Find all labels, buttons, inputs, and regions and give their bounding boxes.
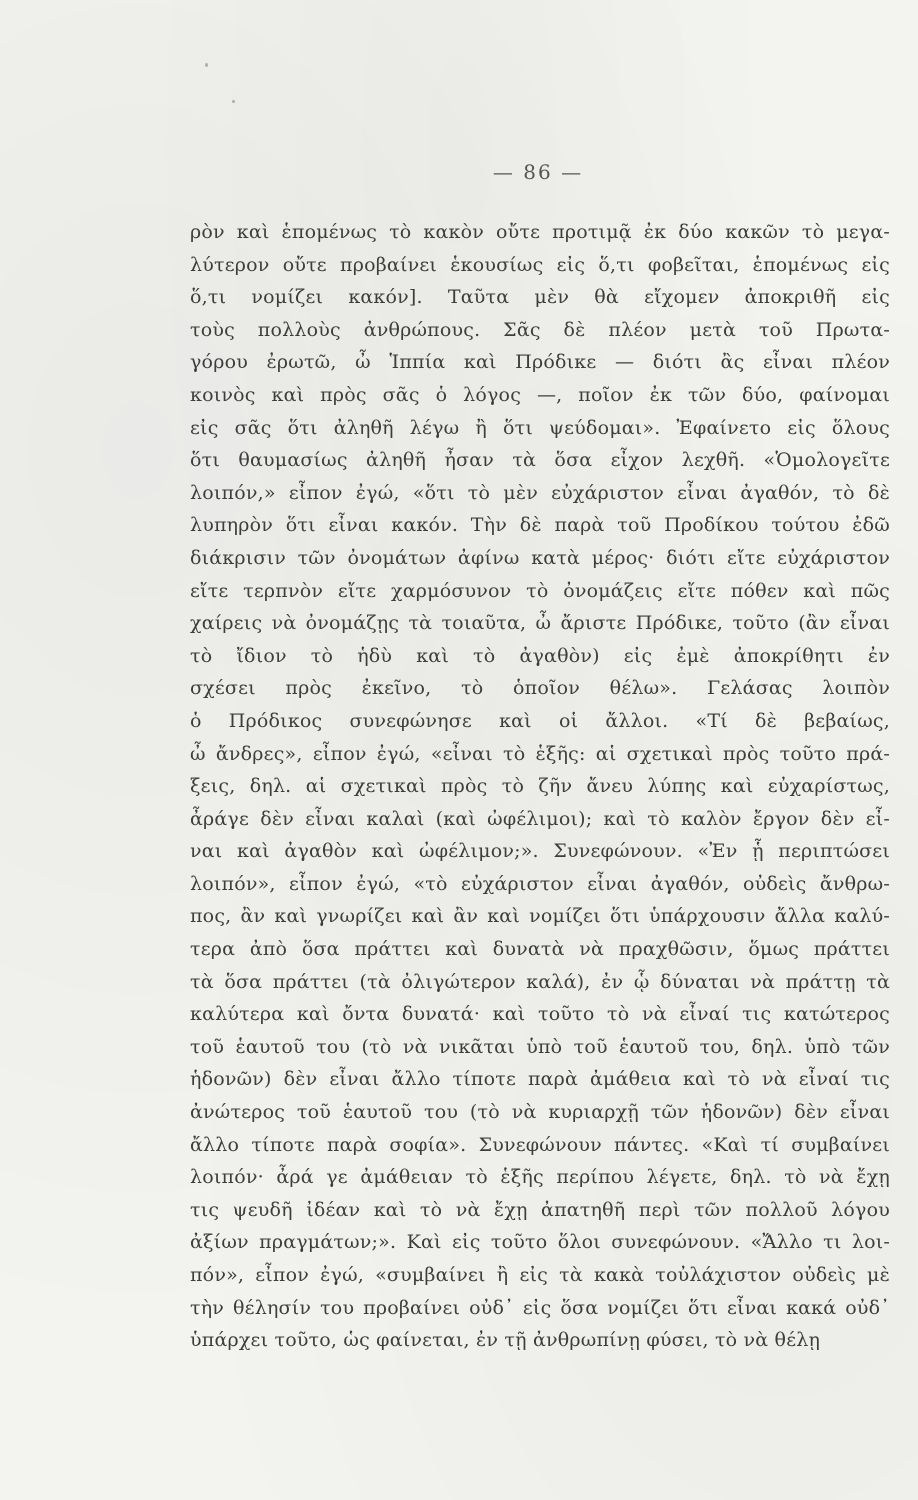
text-line: λύτερον οὔτε προβαίνει ἑκουσίως εἰς ὅ,τι φοβεῖται, ἑπομένως εἰς bbox=[190, 253, 890, 276]
text-line: ἆράγε δὲν εἶναι καλαὶ (καὶ ὠφέλιμοι); καὶ τὸ καλὸν ἔργον δὲν εἶ- bbox=[190, 807, 890, 830]
text-line: ἀνώτερος τοῦ ἑαυτοῦ του (τὸ νὰ κυριαρχῇ τῶν ἡδονῶν) δὲν εἶναι bbox=[190, 1101, 890, 1124]
text-line: ὑπάρχει τοῦτο, ὡς φαίνεται, ἐν τῇ ἀνθρωπίνῃ φύσει, τὸ νὰ θέλῃ bbox=[190, 1329, 821, 1352]
text-line: τὰ ὅσα πράττει (τὰ ὀλιγώτερον καλά), ἐν ᾧ δύναται νὰ πράττῃ τὰ bbox=[190, 970, 890, 993]
text-line: τις ψευδῆ ἰδέαν καὶ τὸ νὰ ἔχῃ ἀπατηθῆ περὶ τῶν πολλοῦ λόγου bbox=[190, 1198, 890, 1221]
text-line: τὴν θέλησίν του προβαίνει οὐδ᾽ εἰς ὅσα νομίζει ὅτι εἶναι κακά οὐδ᾽ bbox=[190, 1296, 890, 1319]
text-line: πος, ἂν καὶ γνωρίζει καὶ ἂν καὶ νομίζει ὅτι ὑπάρχουσιν ἄλλα καλύ- bbox=[190, 905, 890, 928]
text-line: ξεις, δηλ. αἱ σχετικαὶ πρὸς τὸ ζῆν ἄνευ λύπης καὶ εὐχαρίστως, bbox=[190, 775, 890, 798]
paper-speck bbox=[205, 63, 208, 67]
paper-speck bbox=[232, 100, 235, 103]
text-line: διάκρισιν τῶν ὀνομάτων ἀφίνω κατὰ μέρος· διότι εἴτε εὐχάριστον bbox=[190, 546, 890, 569]
text-line: εἴτε τερπνὸν εἴτε χαρμόσυνον τὸ ὀνομάζεις εἴτε πόθεν καὶ πῶς bbox=[190, 579, 890, 602]
text-line: τὸ ἴδιον τὸ ἡδὺ καὶ τὸ ἀγαθὸν) εἰς ἐμὲ ἀποκρίθητι ἐν bbox=[190, 644, 890, 667]
text-line: πόν», εἶπον ἐγώ, «συμβαίνει ἢ εἰς τὰ κακὰ τοὐλάχιστον οὐδεὶς μὲ bbox=[190, 1264, 890, 1286]
text-line: λοιπόν,» εἶπον ἐγώ, «ὅτι τὸ μὲν εὐχάριστον εἶναι ἀγαθόν, τὸ δὲ bbox=[190, 481, 890, 504]
text-line: ἀξίων πραγμάτων;». Καὶ εἰς τοῦτο ὅλοι συνεφώνουν. «Ἄλλο τι λοι- bbox=[190, 1231, 890, 1254]
text-line: λοιπόν», εἶπον ἐγώ, «τὸ εὐχάριστον εἶναι ἀγαθόν, οὐδεὶς ἄνθρω- bbox=[190, 872, 890, 895]
text-line: ὅ,τι νομίζει κακόν]. Ταῦτα μὲν θὰ εἴχομεν ἀποκριθῆ εἰς bbox=[190, 286, 890, 309]
text-line: ὅτι θαυμασίως ἀληθῆ ἦσαν τὰ ὅσα εἶχον λεχθῆ. «Ὁμολογεῖτε bbox=[190, 449, 890, 472]
text-line: ἡδονῶν) δὲν εἶναι ἄλλο τίποτε παρὰ ἀμάθεια καὶ τὸ νὰ εἶναί τις bbox=[190, 1068, 890, 1091]
text-line: εἰς σᾶς ὅτι ἀληθῆ λέγω ἢ ὅτι ψεύδομαι». Ἐφαίνετο εἰς ὅλους bbox=[190, 416, 890, 439]
body-text bbox=[190, 216, 890, 1357]
text-line: ἄλλο τίποτε παρὰ σοφία». Συνεφώνουν πάντες. «Καὶ τί συμβαίνει bbox=[190, 1133, 890, 1156]
text-line: ὦ ἄνδρες», εἶπον ἐγώ, «εἶναι τὸ ἑξῆς: αἱ σχετικαὶ πρὸς τοῦτο πρά- bbox=[190, 742, 890, 765]
text-line: λοιπόν· ἆρά γε ἀμάθειαν τὸ ἑξῆς περίπου λέγετε, δηλ. τὸ νὰ ἔχῃ bbox=[190, 1166, 890, 1189]
text-line: χαίρεις νὰ ὀνομάζῃς τὰ τοιαῦτα, ὦ ἄριστε Πρόδικε, τοῦτο (ἂν εἶναι bbox=[190, 612, 890, 635]
text-line: ὁ Πρόδικος συνεφώνησε καὶ οἱ ἄλλοι. «Τί δὲ βεβαίως, bbox=[190, 709, 890, 732]
text-line: καλύτερα καὶ ὄντα δυνατά· καὶ τοῦτο τὸ νὰ εἶναί τις κατώτερος bbox=[190, 1003, 890, 1026]
text-line: λυπηρὸν ὅτι εἶναι κακόν. Τὴν δὲ παρὰ τοῦ Προδίκου τούτου ἐδῶ bbox=[190, 514, 890, 537]
text-line: κοινὸς καὶ πρὸς σᾶς ὁ λόγος —, ποῖον ἐκ τῶν δύο, φαίνομαι bbox=[190, 383, 890, 406]
text-line: τερα ἀπὸ ὅσα πράττει καὶ δυνατὰ νὰ πραχθῶσιν, ὅμως πράττει bbox=[190, 938, 890, 961]
text-line: ναι καὶ ἀγαθὸν καὶ ὠφέλιμον;». Συνεφώνουν. «Ἐν ᾗ περιπτώσει bbox=[190, 840, 890, 863]
text-line: τοῦ ἑαυτοῦ του (τὸ νὰ νικᾶται ὑπὸ τοῦ ἑαυτοῦ του, δηλ. ὑπὸ τῶν bbox=[190, 1035, 890, 1058]
text-line: τοὺς πολλοὺς ἀνθρώπους. Σᾶς δὲ πλέον μετὰ τοῦ Πρωτα- bbox=[190, 318, 890, 341]
text-line: ρὸν καὶ ἑπομένως τὸ κακὸν οὔτε προτιμᾷ ἐκ δύο κακῶν τὸ μεγα- bbox=[190, 221, 890, 243]
text-line: γόρου ἐρωτῶ, ὦ Ἱππία καὶ Πρόδικε — διότι ἂς εἶναι πλέον bbox=[190, 351, 890, 374]
text-line: σχέσει πρὸς ἐκεῖνο, τὸ ὁποῖον θέλω». Γελάσας λοιπὸν bbox=[190, 677, 890, 700]
page-number: — 86 — bbox=[492, 160, 584, 184]
